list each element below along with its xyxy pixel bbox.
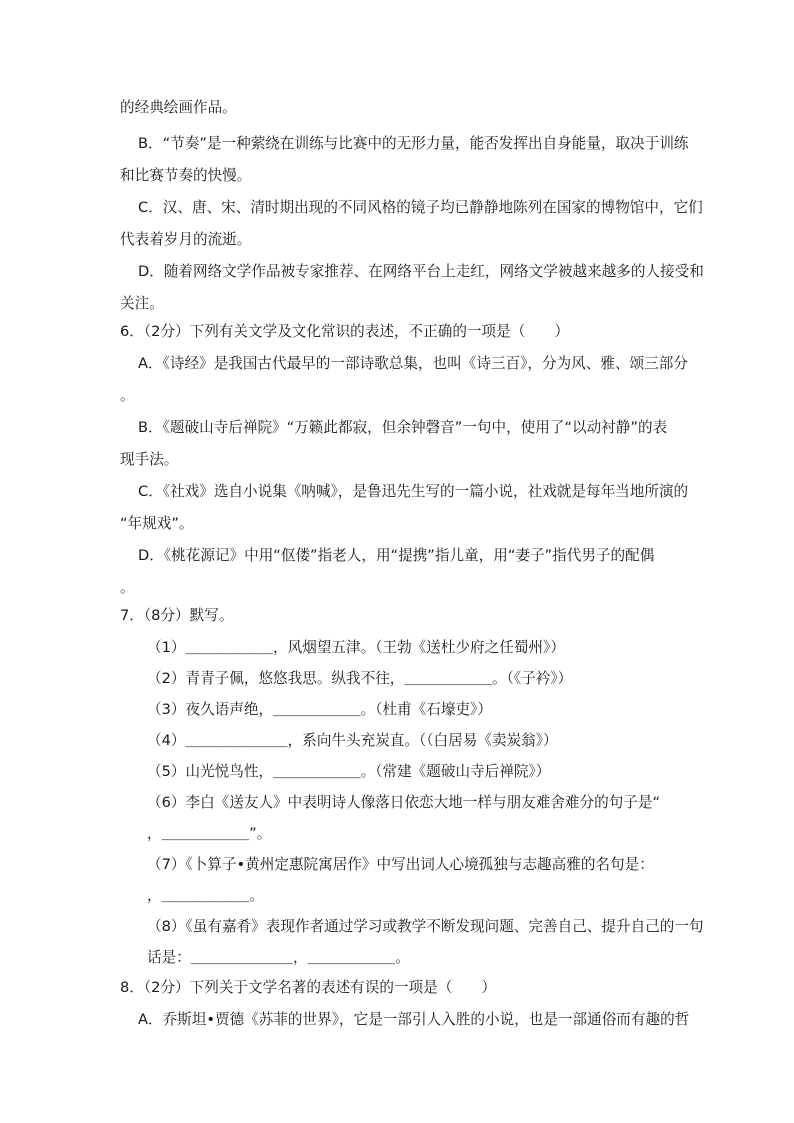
option-d: D．随着网络文学作品被专家推荐、在网络平台上走红，网络文学被越来越多的人接受和 <box>138 263 704 280</box>
question-7: 7．（8分）默写。 <box>120 607 234 624</box>
option-d: D．《桃花源记》中用“伛偻”指老人，用“提携”指儿童，用“妻子”指代男子的配偶 <box>138 547 655 564</box>
option-b: B．《题破山寺后禅院》“万籁此都寂，但余钟磬音”一句中，使用了“以动衬静”的表 <box>138 419 668 436</box>
fill-blank-item: （6）李白《送友人》中表明诗人像落日依恋大地一样与朋友难舍难分的句子是“ <box>147 794 661 811</box>
text-line: 的经典绘画作品。 <box>120 99 237 116</box>
text-line: 和比赛节奏的快慢。 <box>120 167 252 184</box>
option-a: A．乔斯坦•贾德《苏菲的世界》，它是一部引人入胜的小说，也是一部通俗而有趣的哲 <box>138 1011 690 1028</box>
question-8: 8．（2分）下列关于文学名著的表述有误的一项是（ ） <box>120 979 497 996</box>
text-line: 关注。 <box>120 295 164 312</box>
text-line: 现手法。 <box>120 451 179 468</box>
option-a: A．《诗经》是我国古代最早的一部诗歌总集，也叫《诗三百》，分为风、雅、颂三部分 <box>138 355 688 372</box>
option-b: B．“节奏”是一种萦绕在训练与比赛中的无形力量，能否发挥出自身能量，取决于训练 <box>138 135 689 152</box>
fill-blank-item: （3）夜久语声绝，＿＿＿＿＿＿。（杜甫《石壕吏》） <box>147 701 492 718</box>
fill-blank-item: （1）＿＿＿＿＿＿，风烟望五津。（王勃《送杜少府之任蜀州》） <box>147 639 565 656</box>
text-line: 。 <box>120 387 135 404</box>
text-line: “年规戏”。 <box>120 515 194 532</box>
question-6: 6．（2分）下列有关文学及文化常识的表述，不正确的一项是（ ） <box>120 323 570 340</box>
fill-blank-item: （4）＿＿＿＿＿＿＿，系向牛头充炭直。（（白居易《卖炭翁》） <box>147 732 558 749</box>
text-line: 代表着岁月的流逝。 <box>120 231 252 248</box>
option-c: C．汉、唐、宋、清时期出现的不同风格的镜子均已静静地陈列在国家的博物馆中，它们 <box>138 199 703 216</box>
text-line: 。 <box>120 579 135 596</box>
fill-blank-item: （7）《卜算子•黄州定惠院寓居作》中写出词人心境孤独与志趣高雅的名句是： <box>147 856 654 873</box>
fill-blank-item: （2）青青子佩，悠悠我思。纵我不往，＿＿＿＿＿＿。（《子衿》） <box>147 670 573 687</box>
fill-blank-item: （8）《虽有嘉肴》表现作者通过学习或教学不断发现问题、完善自己、提升自己的一句 <box>147 918 704 935</box>
fill-blank-continuation: ，＿＿＿＿＿＿。 <box>147 887 264 904</box>
fill-blank-continuation: 话是：＿＿＿＿＿＿＿，＿＿＿＿＿＿。 <box>147 949 410 966</box>
fill-blank-continuation: ，＿＿＿＿＿＿”。 <box>147 825 272 842</box>
option-c: C．《社戏》选自小说集《呐喊》，是鲁迅先生写的一篇小说，社戏就是每年当地所演的 <box>138 483 689 500</box>
fill-blank-item: （5）山光悦鸟性，＿＿＿＿＿＿。（常建《题破山寺后禅院》） <box>147 763 551 780</box>
